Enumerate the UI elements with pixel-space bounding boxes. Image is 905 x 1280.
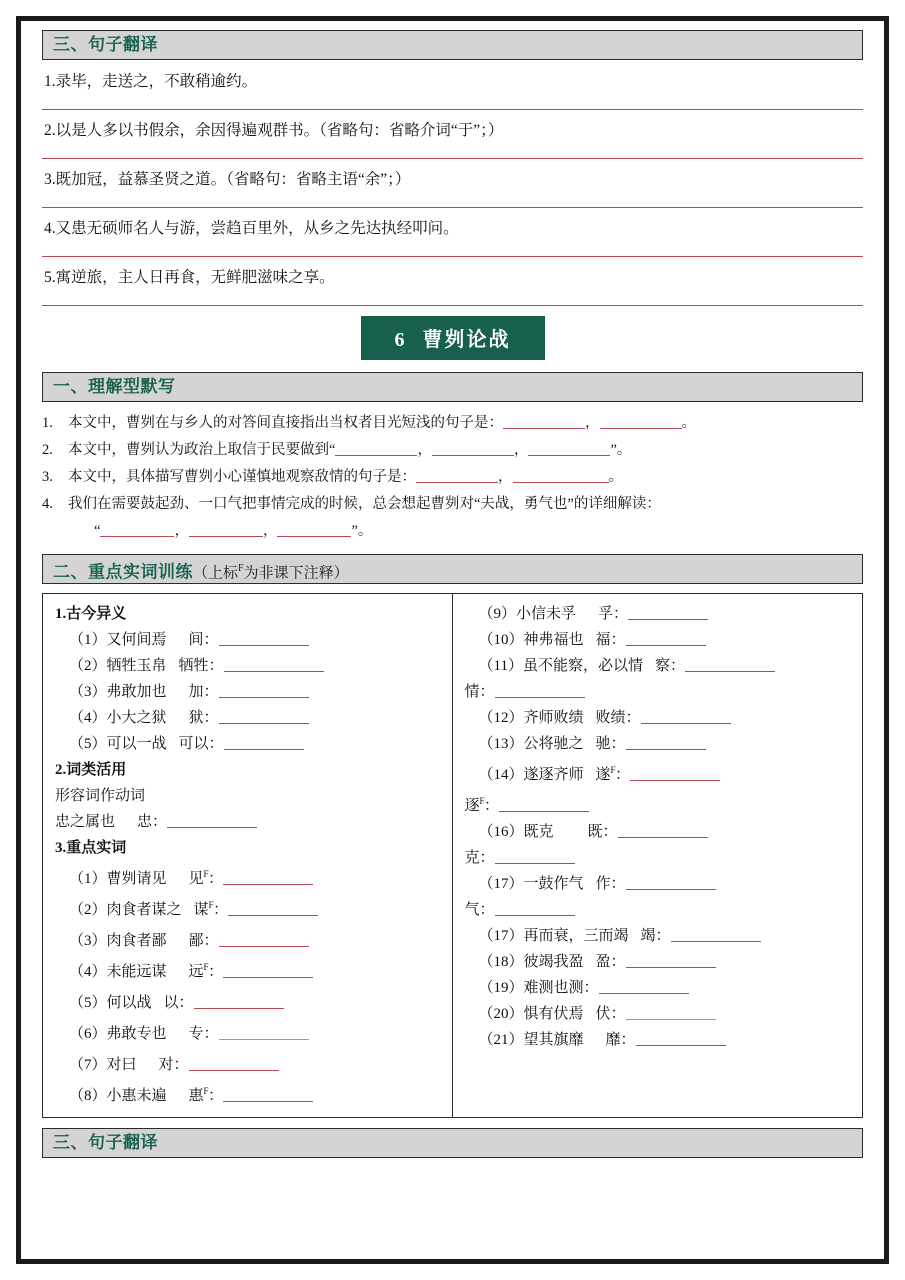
word-entry xyxy=(55,954,442,985)
entry-colon: ： xyxy=(173,1057,189,1073)
answer-blank[interactable] xyxy=(499,797,589,812)
question-body xyxy=(68,465,863,490)
answer-blank[interactable] xyxy=(194,994,284,1009)
entry-key: 遂 xyxy=(595,767,611,783)
chapter-banner-wrap xyxy=(42,316,863,360)
word-entry xyxy=(465,871,853,897)
entry-colon: ： xyxy=(203,933,219,949)
answer-blank[interactable] xyxy=(628,605,708,620)
question-end: ”。 xyxy=(610,442,632,458)
question-end: ”。 xyxy=(351,523,373,539)
answer-blank[interactable] xyxy=(167,813,257,828)
entry-phrase: 小信未孚 xyxy=(516,606,577,622)
answer-blank[interactable] xyxy=(513,467,609,483)
entry-number: （17） xyxy=(478,928,524,944)
entry-phrase: 遂逐齐师 xyxy=(523,767,584,783)
entry-colon: ： xyxy=(484,798,500,814)
question-separator: ， xyxy=(585,415,600,431)
entry-phrase: 再而衰，三而竭 xyxy=(523,928,629,944)
entry-colon: ： xyxy=(203,1026,219,1042)
entry-phrase: 肉食者鄙 xyxy=(106,933,167,949)
section-header-translation-bottom xyxy=(42,1128,863,1158)
entry-phrase: 对曰 xyxy=(106,1057,137,1073)
question-text: 本文中，具体描写曹刿小心谨慎地观察敌情的句子是： xyxy=(68,469,416,485)
entry-phrase: 齐师败绩 xyxy=(523,710,584,726)
word-entry xyxy=(465,1001,853,1027)
entry-number: （19） xyxy=(478,980,524,996)
question-text: 我们在需要鼓起劲、一口气把事情完成的时候，总会想起曹刿对“夫战，勇气也”的详细解读： xyxy=(68,496,661,512)
entry-key: 牺牲： xyxy=(178,658,224,674)
entry-key: 驰 xyxy=(595,736,611,752)
dictation-question-list xyxy=(42,411,863,544)
translation-item: 2.以是人多以书假余，余因得遍观群书。（省略句：省略介词“于”；） xyxy=(42,118,863,159)
entry-colon: ： xyxy=(479,902,495,918)
entry-number: （1） xyxy=(69,632,107,648)
section-title-text: 二、重点实词训练 xyxy=(53,562,193,583)
entry-superscript: F xyxy=(203,869,209,879)
entry-key: 谋 xyxy=(193,902,209,918)
entry-colon: ： xyxy=(620,1032,636,1048)
group-subtitle: 形容词作动词 xyxy=(55,788,146,804)
entry-phrase: 可以一战 xyxy=(106,736,167,752)
entry-colon: ： xyxy=(213,902,229,918)
entry-phrase: 既克 xyxy=(523,824,554,840)
entry-key: 忠： xyxy=(137,814,168,830)
entry-number: （2） xyxy=(69,902,107,918)
word-entry xyxy=(55,809,442,835)
question-number: 1. xyxy=(42,415,53,431)
word-entry xyxy=(465,601,853,627)
entry-key: 情 xyxy=(464,684,480,700)
translation-item: 4.又患无硕师名人与游，尝趋百里外，从乡之先达执经叩问。 xyxy=(42,216,863,257)
translation-sentence-list xyxy=(42,69,863,306)
entry-number: （20） xyxy=(478,1006,524,1022)
question-end: 。 xyxy=(608,469,623,485)
word-entry xyxy=(465,705,853,731)
entry-key: 可以： xyxy=(178,736,224,752)
translation-item: 3.既加冠，益慕圣贤之道。（省略句：省略主语“余”；） xyxy=(42,167,863,208)
entry-number: （14） xyxy=(478,767,524,783)
question-separator: ， xyxy=(417,442,432,458)
answer-blank[interactable] xyxy=(416,467,498,483)
word-entry xyxy=(55,653,442,679)
answer-blank[interactable] xyxy=(228,901,318,916)
entry-superscript: F xyxy=(203,962,209,972)
entry-key: 专 xyxy=(188,1026,204,1042)
question-separator: ， xyxy=(498,469,513,485)
section-header-dictation xyxy=(42,372,863,402)
entry-superscript: F xyxy=(208,900,214,910)
entry-key: 败绩 xyxy=(595,710,626,726)
answer-blank[interactable] xyxy=(335,440,417,456)
entry-number: （5） xyxy=(69,736,107,752)
entry-key: 鄙 xyxy=(188,933,204,949)
entry-key: 作 xyxy=(595,876,611,892)
section-title-text: 三、句子翻译 xyxy=(53,35,158,55)
answer-blank[interactable] xyxy=(219,1025,309,1040)
answer-blank[interactable] xyxy=(626,735,706,750)
answer-blank[interactable] xyxy=(219,932,309,947)
entry-number: （16） xyxy=(478,824,524,840)
word-entry-continuation xyxy=(465,897,853,923)
question-text: 本文中，曹刿在与乡人的对答间直接指出当权者目光短浅的句子是： xyxy=(68,415,503,431)
entry-key: 远 xyxy=(188,964,204,980)
question-number: 2. xyxy=(42,442,53,458)
entry-number: （1） xyxy=(69,871,107,887)
dictation-question xyxy=(42,465,863,490)
answer-blank[interactable] xyxy=(626,953,716,968)
key-words-column-left xyxy=(43,594,453,1117)
question-separator: ， xyxy=(174,523,189,539)
answer-blank[interactable] xyxy=(630,766,720,781)
dictation-question-continuation xyxy=(42,519,863,544)
entry-number: （6） xyxy=(69,1026,107,1042)
section-header-translation-top xyxy=(42,30,863,60)
entry-phrase: 公将驰之 xyxy=(523,736,584,752)
answer-blank[interactable] xyxy=(626,875,716,890)
word-entry xyxy=(55,679,442,705)
key-words-table xyxy=(42,593,863,1118)
answer-blank[interactable] xyxy=(432,440,514,456)
word-entry xyxy=(55,705,442,731)
word-entry xyxy=(55,1078,442,1109)
entry-key: 竭 xyxy=(640,928,656,944)
answer-blank[interactable] xyxy=(528,440,610,456)
answer-blank[interactable] xyxy=(224,735,304,750)
answer-blank[interactable] xyxy=(223,1087,313,1102)
entry-key: 以 xyxy=(163,995,179,1011)
entry-number: （4） xyxy=(69,964,107,980)
dictation-question xyxy=(42,438,863,463)
entry-phrase: 肉食者谋之 xyxy=(106,902,182,918)
answer-blank[interactable] xyxy=(495,683,585,698)
dictation-question xyxy=(42,411,863,436)
entry-colon: ： xyxy=(178,995,194,1011)
answer-blank[interactable] xyxy=(219,709,309,724)
entry-key: 见 xyxy=(188,871,204,887)
answer-blank[interactable] xyxy=(503,413,585,429)
chapter-number: 6 xyxy=(394,329,407,351)
entry-colon: ： xyxy=(583,980,599,996)
entry-phrase: 又何间焉 xyxy=(106,632,167,648)
entry-key: 间： xyxy=(188,632,219,648)
question-body xyxy=(68,492,863,517)
word-entry xyxy=(55,1047,442,1078)
word-entry-continuation xyxy=(465,788,853,819)
entry-phrase: 弗敢专也 xyxy=(106,1026,167,1042)
entry-number: （8） xyxy=(69,1088,107,1104)
entry-colon: ： xyxy=(610,954,626,970)
entry-phrase: 牺牲玉帛 xyxy=(106,658,167,674)
chapter-banner xyxy=(361,316,545,360)
answer-blank[interactable] xyxy=(626,1005,716,1020)
answer-blank[interactable] xyxy=(685,657,775,672)
entry-phrase: 难测也 xyxy=(523,980,569,996)
answer-blank[interactable] xyxy=(618,823,708,838)
page-content xyxy=(42,30,863,1158)
entry-superscript: F xyxy=(479,796,485,806)
word-entry xyxy=(465,653,853,679)
question-number: 4. xyxy=(42,496,53,512)
entry-key: 加： xyxy=(188,684,219,700)
entry-key: 测 xyxy=(568,980,584,996)
entry-phrase: 小惠未遍 xyxy=(106,1088,167,1104)
entry-key: 盈 xyxy=(595,954,611,970)
entry-key: 孚 xyxy=(598,606,614,622)
group-title: 3.重点实词 xyxy=(55,840,127,856)
entry-key: 克 xyxy=(464,850,480,866)
dictation-question xyxy=(42,492,863,517)
section-header-key-words xyxy=(42,554,863,584)
word-entry xyxy=(465,1027,853,1053)
answer-blank[interactable] xyxy=(100,521,174,537)
entry-number: （4） xyxy=(69,710,107,726)
group-title: 2.词类活用 xyxy=(55,762,127,778)
question-end: 。 xyxy=(681,415,696,431)
entry-number: （12） xyxy=(478,710,524,726)
entry-phrase: 神弗福也 xyxy=(523,632,584,648)
word-entry xyxy=(55,923,442,954)
entry-key: 伏 xyxy=(595,1006,611,1022)
translation-item: 1.录毕，走送之，不敢稍逾约。 xyxy=(42,69,863,110)
word-entry xyxy=(465,923,853,949)
entry-key: 对 xyxy=(158,1057,174,1073)
section-note-open: （上标 xyxy=(193,565,239,582)
entry-colon: ： xyxy=(610,632,626,648)
answer-blank[interactable] xyxy=(600,413,682,429)
entry-colon: ： xyxy=(669,658,685,674)
word-entry xyxy=(465,975,853,1001)
entry-phrase: 一鼓作气 xyxy=(523,876,584,892)
entry-number: （21） xyxy=(478,1032,524,1048)
entry-phrase: 何以战 xyxy=(106,995,152,1011)
entry-colon: ： xyxy=(615,767,631,783)
question-body xyxy=(68,438,863,463)
word-entry xyxy=(55,985,442,1016)
section-note-close: 为非课下注释） xyxy=(243,565,349,582)
answer-blank[interactable] xyxy=(219,683,309,698)
answer-blank[interactable] xyxy=(219,631,309,646)
word-entry xyxy=(465,731,853,757)
word-entry xyxy=(465,949,853,975)
word-entry xyxy=(55,1016,442,1047)
entry-phrase: 未能远谋 xyxy=(106,964,167,980)
word-entry xyxy=(55,627,442,653)
entry-colon: ： xyxy=(208,964,224,980)
entry-colon: ： xyxy=(208,1088,224,1104)
entry-key: 惠 xyxy=(188,1088,204,1104)
entry-number: （5） xyxy=(69,995,107,1011)
section-title-text: 三、句子翻译 xyxy=(53,1133,158,1153)
entry-superscript: F xyxy=(203,1086,209,1096)
word-entry-continuation xyxy=(465,679,853,705)
entry-number: （10） xyxy=(478,632,524,648)
question-number: 3. xyxy=(42,469,53,485)
word-entry xyxy=(55,731,442,757)
answer-blank[interactable] xyxy=(224,657,324,672)
group-title: 1.古今异义 xyxy=(55,606,127,622)
word-entry xyxy=(55,861,442,892)
entry-number: （13） xyxy=(478,736,524,752)
entry-superscript: F xyxy=(610,765,616,775)
entry-number: （3） xyxy=(69,684,107,700)
entry-number: （3） xyxy=(69,933,107,949)
entry-key: 福 xyxy=(595,632,611,648)
entry-number: （11） xyxy=(478,658,523,674)
question-text: 本文中，曹刿认为政治上取信于民要做到“ xyxy=(68,442,336,458)
section-title-text: 一、理解型默写 xyxy=(53,377,176,397)
entry-colon: ： xyxy=(610,736,626,752)
entry-colon: ： xyxy=(610,876,626,892)
entry-key: 气 xyxy=(464,902,480,918)
entry-number: （18） xyxy=(478,954,524,970)
answer-blank[interactable] xyxy=(671,927,761,942)
entry-phrase: 曹刿请见 xyxy=(106,871,167,887)
word-entry-continuation xyxy=(465,845,853,871)
word-entry xyxy=(465,757,853,788)
entry-colon: ： xyxy=(479,850,495,866)
entry-phrase: 惧有伏焉 xyxy=(523,1006,584,1022)
answer-blank[interactable] xyxy=(189,1056,279,1071)
entry-number: （17） xyxy=(478,876,524,892)
entry-key: 靡 xyxy=(605,1032,621,1048)
entry-phrase: 弗敢加也 xyxy=(106,684,167,700)
answer-blank[interactable] xyxy=(189,521,263,537)
word-entry xyxy=(465,627,853,653)
entry-colon: ： xyxy=(610,1006,626,1022)
answer-blank[interactable] xyxy=(636,1031,726,1046)
entry-key: 既 xyxy=(587,824,603,840)
answer-blank[interactable] xyxy=(599,979,689,994)
quote-open: “ xyxy=(94,523,101,539)
entry-key: 察 xyxy=(654,658,670,674)
entry-phrase: 小大之狱 xyxy=(106,710,167,726)
entry-number: （7） xyxy=(69,1057,107,1073)
entry-phrase: 忠之属也 xyxy=(55,814,116,830)
key-words-column-right xyxy=(453,594,863,1117)
entry-number: （2） xyxy=(69,658,107,674)
answer-blank[interactable] xyxy=(495,849,575,864)
word-entry xyxy=(465,819,853,845)
entry-key: 逐 xyxy=(464,798,480,814)
entry-colon: ： xyxy=(625,710,641,726)
answer-blank[interactable] xyxy=(641,709,731,724)
answer-blank[interactable] xyxy=(626,631,706,646)
answer-blank[interactable] xyxy=(223,963,313,978)
question-body xyxy=(68,411,863,436)
entry-colon: ： xyxy=(479,684,495,700)
answer-blank[interactable] xyxy=(223,870,313,885)
question-separator: ， xyxy=(513,442,529,458)
translation-item: 5.寓逆旅，主人日再食，无鲜肥滋味之享。 xyxy=(42,265,863,306)
entry-phrase: 彼竭我盈 xyxy=(523,954,584,970)
answer-blank[interactable] xyxy=(277,521,351,537)
question-separator: ， xyxy=(262,523,278,539)
entry-phrase: 虽不能察，必以情 xyxy=(522,658,643,674)
entry-colon: ： xyxy=(655,928,671,944)
entry-key: 狱： xyxy=(188,710,219,726)
entry-colon: ： xyxy=(208,871,224,887)
section-note-superscript: F xyxy=(238,563,244,574)
entry-colon: ： xyxy=(613,606,629,622)
entry-phrase: 望其旗靡 xyxy=(523,1032,584,1048)
word-entry xyxy=(55,892,442,923)
entry-number: （9） xyxy=(478,606,517,622)
chapter-title: 曹刿论战 xyxy=(422,327,511,351)
entry-colon: ： xyxy=(602,824,618,840)
answer-blank[interactable] xyxy=(495,901,575,916)
